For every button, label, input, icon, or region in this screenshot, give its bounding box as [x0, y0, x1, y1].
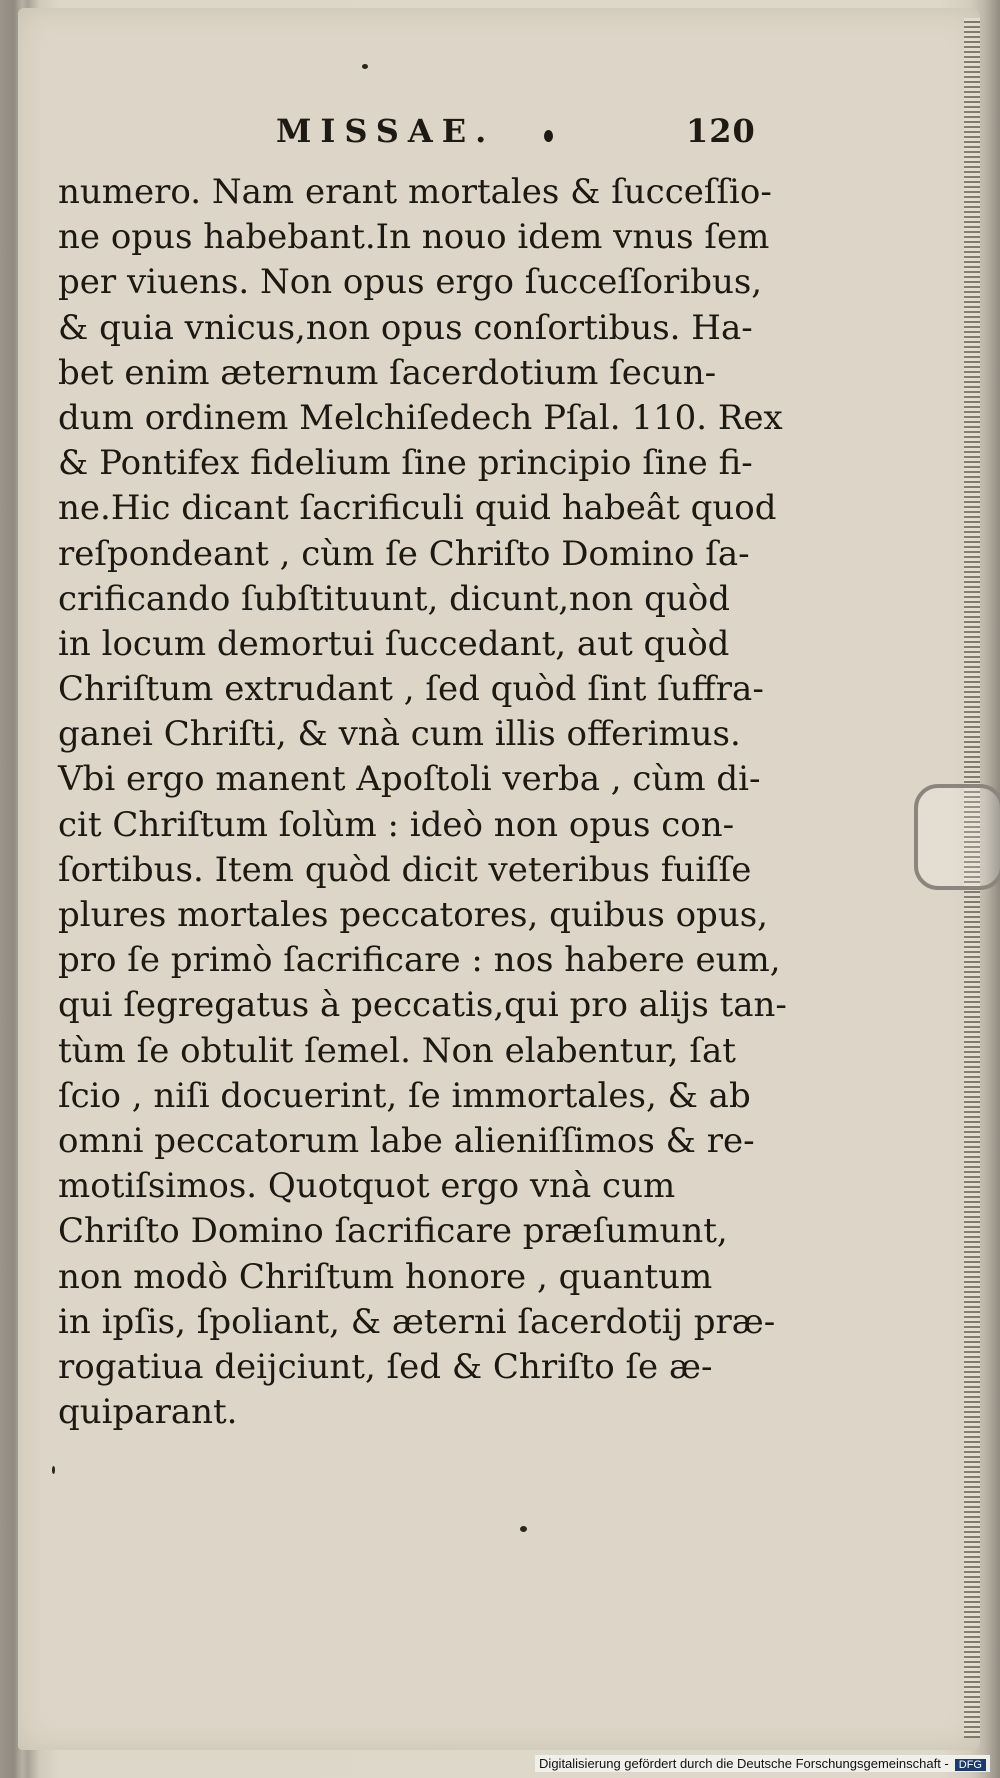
page-header: [246, 112, 766, 156]
page-number: 120: [686, 112, 756, 150]
text-line: reſpondeant , cùm ſe Chriſto Domino ſa-: [58, 533, 750, 574]
page-clip: [914, 784, 1000, 890]
text-line: pro ſe primò ſacrificare : nos habere eum,: [58, 940, 781, 981]
text-line: ſortibus. Item quòd dicit veteribus fuiſſe: [58, 849, 752, 890]
ink-speck: [362, 64, 368, 69]
text-line: ne.Hic dicant ſacrificuli quid habeât quod: [58, 488, 777, 529]
text-line: in ipſis, ſpoliant, & æterni ſacerdotij præ-: [58, 1301, 776, 1342]
text-line: dum ordinem Melchiſedech Pſal. 110. Rex: [58, 397, 783, 438]
text-line: motiſsimos. Quotquot ergo vnà cum: [58, 1166, 676, 1207]
text-line: cit Chriſtum ſolùm : ideò non opus con-: [58, 804, 735, 845]
body-text: [58, 170, 798, 1435]
text-line: numero. Nam erant mortales & ſucceſſio-: [58, 172, 772, 212]
text-line: in locum demortui ſuccedant, aut quòd: [58, 623, 730, 664]
text-line: Vbi ergo manent Apoſtoli verba , cùm di-: [58, 759, 761, 800]
text-line: bet enim æternum ſacerdotium ſecun-: [58, 352, 717, 393]
header-ornament: [544, 130, 553, 142]
text-line: omni peccatorum labe alieniſſimos & re-: [58, 1120, 755, 1161]
credit-text: Digitalisierung gefördert durch die Deutsche Forschungsgemeinschaft -: [539, 1756, 949, 1771]
text-line: quiparant.: [58, 1392, 238, 1433]
text-line: crificando ſubſtituunt, dicunt,non quòd: [58, 578, 731, 619]
text-line: non modò Chriſtum honore , quantum: [58, 1256, 713, 1297]
text-line: plures mortales peccatores, quibus opus,: [58, 895, 768, 935]
text-line: per viuens. Non opus ergo ſucceſſoribus,: [58, 262, 763, 303]
digitization-credit: [535, 1755, 990, 1772]
dfg-logo: DFG: [955, 1759, 986, 1771]
text-line: ganei Chriſti, & vnà cum illis offerimus.: [58, 714, 741, 755]
running-head: MISSAE.: [276, 112, 496, 150]
text-line: ne opus habebant.In nouo idem vnus ſem: [58, 217, 770, 258]
ink-speck: [520, 1526, 527, 1532]
ink-speck: [52, 1466, 55, 1474]
book-page: [18, 8, 980, 1750]
text-line: tùm ſe obtulit ſemel. Non elabentur, ſat: [58, 1030, 736, 1071]
text-line: rogatiua deijciunt, ſed & Chriſto ſe æ-: [58, 1346, 713, 1387]
text-line: Chriſtum extrudant , ſed quòd ſint ſuffra-: [58, 669, 764, 710]
text-line: ſcio , niſi docuerint, ſe immortales, & ab: [58, 1075, 751, 1116]
text-line: qui ſegregatus à peccatis,qui pro alijs tan-: [58, 985, 787, 1026]
text-line: Chriſto Domino ſacrificare præſumunt,: [58, 1211, 728, 1252]
text-line: & Pontifex fidelium ſine principio ſine fi-: [58, 443, 753, 484]
text-line: & quia vnicus,non opus conſortibus. Ha-: [58, 307, 753, 348]
